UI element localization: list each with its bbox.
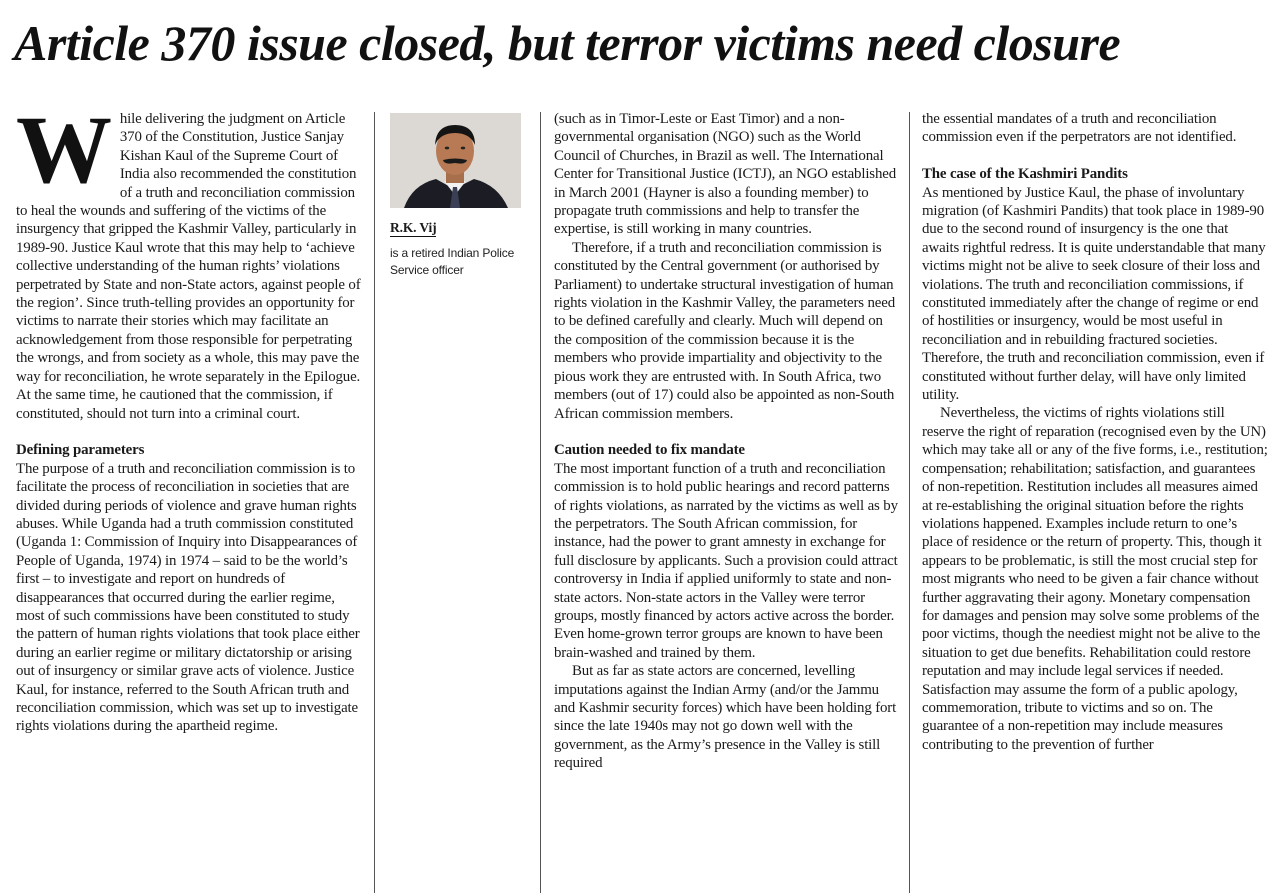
lead-paragraph: While delivering the judgment on Article 370 of the Constitution, Justice Sanjay Kishan Kaul of the Supreme Court of India also recommended the constitution of a truth and reconciliation commission to heal the wounds and suffering of the victims of the insurgency that gripped the Kashmir Valley, particularly in 1989-90. Justice Kaul wrote that this may help to ‘achieve collective understanding of the human rights’ violations perpetrated by State and non-State actors, against people of the region’. Since truth-telling provides an opportunity for victims to narrate their stories which may facilitate an acknowledgement from those responsible for perpetrating the wrongs, and from society as a whole, this may pave the way for reconciliation, he wrote separately in the Epilogue. At the same time, he cautioned that the commission, if constituted, should not turn into a criminal court. [16, 110, 361, 422]
paragraph: Nevertheless, the victims of rights violations still reserve the right of reparation (recognised even by the UN) which may take all or any of the five forms, i.e., restitution; compensation; rehabilitation; satisfaction, and guarantees of non-repetition. Restitution includes all measures aimed at re-establishing the original situation before the rights violations happened. Examples include return to one’s place of residence or the return of property. This, though it appears to be problematic, is still the most crucial step for most migrants who need to be given a fair chance without further aggravating their agony. Monetary compensation for damages and pension may solve some problems of the poor victims, though the neediest might not be alive to the situation to get due benefits. Rehabilitation could restore reputation and may include legal services if needed. Satisfaction may assume the form of a public apology, commemoration, tribute to victims and so on. The guarantee of a non-repetition may include measures contributing to the prevention of further [922, 405, 1268, 753]
section-heading: Caution needed to fix mandate [554, 442, 745, 459]
author-box [390, 113, 530, 896]
author-description: is a retired Indian Police Service officer [390, 246, 515, 278]
drop-cap: W [16, 110, 112, 203]
section-heading: The case of the Kashmiri Pandits [922, 166, 1128, 183]
column-rule [374, 112, 375, 893]
paragraph: But as far as state actors are concerned, levelling imputations against the Indian Army (and/or the Jammu and Kashmir security forces) which have been holding fort since the late 1940s may not go down well with the government, as the Army’s presence in the Valley is still required [554, 663, 897, 772]
paragraph: (such as in Timor-Leste or East Timor) and a non-governmental organisation (NGO) such as the World Council of Churches, in Brazil as well. The International Center for Transitional Justice (ICTJ), an NGO established in March 2001 (Hayner is also a founding member) to propagate truth commissions and help to transfer the expertise, is still working in many countries. [554, 111, 897, 238]
headline: Article 370 issue closed, but terror victims need closure [14, 15, 1121, 71]
paragraph: The purpose of a truth and reconciliation commission is to facilitate the process of reconciliation in societies that are divided during periods of violence and grave human rights abuses. While Uganda had a truth commission constituted (Uganda 1: Commission of Inquiry into Disappearances of People of Uganda, 1974) in 1974 – said to be the world’s first – to investigate and report on hundreds of disappearances that occurred during the earlier regime, most of such commissions have been constituted to study the pattern of human rights violations that took place either during an earlier regime or military dictatorship or arising out of insurgency or similar grave acts of violence. Justice Kaul, for instance, referred to the South African truth and reconciliation commission, which was set up to investigate rights violations during the apartheid regime. [16, 460, 360, 735]
paragraph: Therefore, if a truth and reconciliation commission is constituted by the Central government (or authorised by Parliament) to undertake structural investigation of human rights violation in the Kashmir Valley, the parameters need to be defined carefully and clearly. Much will depend on the composition of the commission because it is the members who provide impartiality and objectivity to the pious work they are entrusted with. In South Africa, two members (out of 17) could also be appointed as non-South African commission members. [554, 239, 895, 422]
column-rule [909, 112, 910, 893]
article-column-4 [922, 110, 1268, 893]
paragraph: the essential mandates of a truth and reconciliation commission even if the perpetrators are not identified. [922, 111, 1237, 146]
author-photo [390, 113, 521, 208]
column-rule [540, 112, 541, 893]
paragraph: The most important function of a truth and reconciliation commission is to hold public hearings and record patterns of rights violations, as narrated by the victims as well as by the perpetrators. The South African commission, for instance, had the power to grant amnesty in exchange for full disclosure by applicants. Such a provision could attract controversy in India if applied uniformly to state and non-state actors. Non-state actors in the Valley were terror groups, mostly financed by actors active across the border. Even home-grown terror groups are known to have been brain-washed and trained by them. [554, 460, 898, 661]
article-column-3 [554, 110, 900, 893]
paragraph: As mentioned by Justice Kaul, the phase of involuntary migration (of Kashmiri Pandits) that took place in 1989-90 due to the second round of insurgency is the one that awaits rightful redress. It is quite understandable that many victims might not be alive to seek closure of their loss and violations. The truth and reconciliation commissions, if constituted immediately after the change of regime or end of hostilities or insurgency, would be most useful in reconciliation and in rebuilding fractured societies. Therefore, the truth and reconciliation commission, even if constituted without further delay, will have only limited utility. [922, 184, 1266, 404]
section-heading: Defining parameters [16, 442, 145, 459]
author-name: R.K. Vij [390, 220, 437, 235]
article-column-1 [16, 110, 362, 893]
